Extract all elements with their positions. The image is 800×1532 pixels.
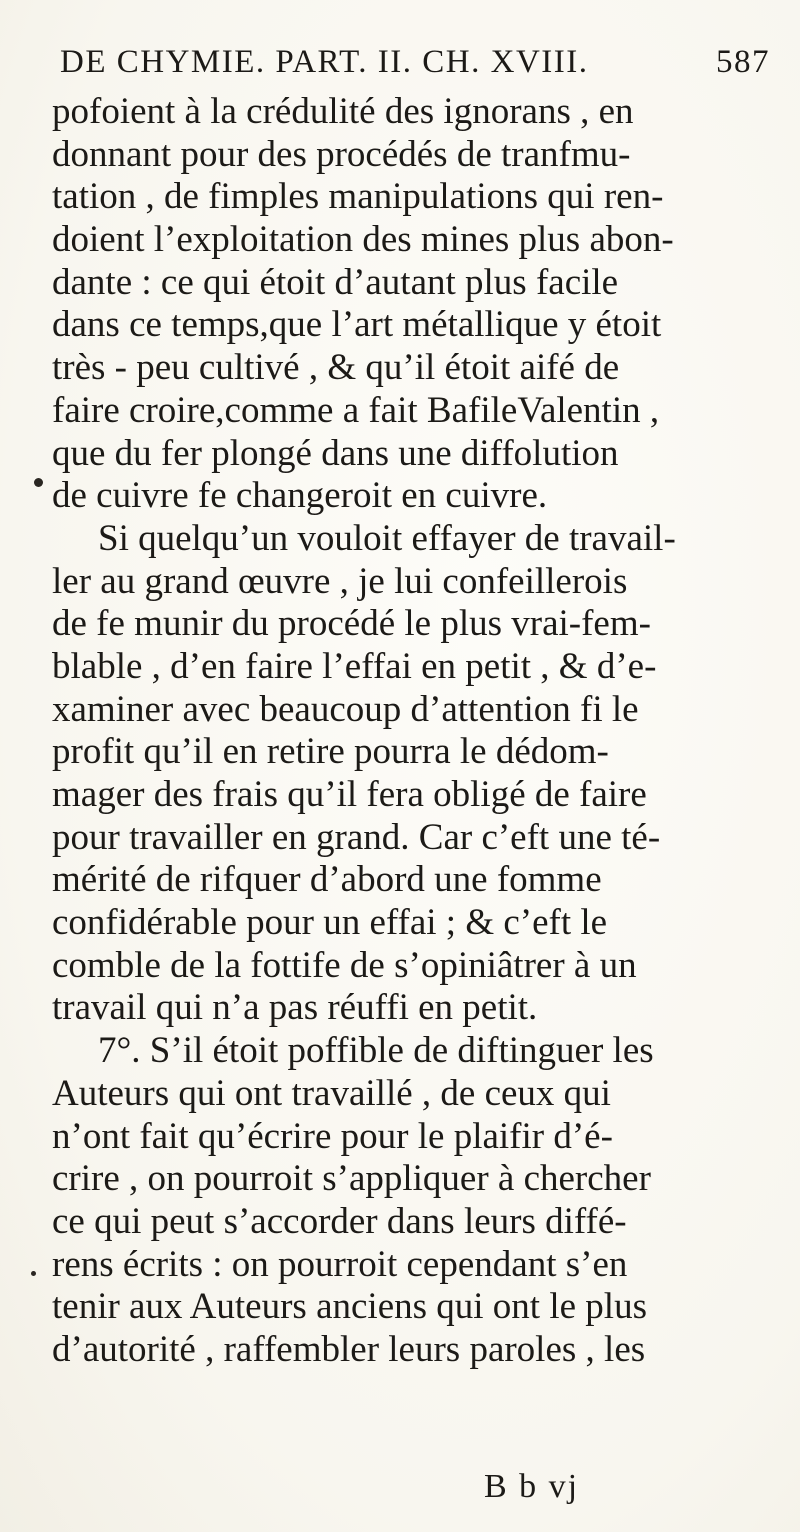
text-line: faire croire,comme a fait BafileValentin ,: [52, 389, 660, 431]
text-line: crire , on pourroit s’appliquer à chercher: [52, 1158, 651, 1200]
text-line: ler au grand œuvre , je lui confeillerois: [52, 560, 628, 602]
text-line: d’autorité , raffembler leurs paroles , les: [52, 1328, 646, 1370]
text-line: xaminer avec beaucoup d’attention fi le: [52, 688, 639, 730]
text-line: pour travailler en grand. Car c’eft une té-: [52, 816, 661, 858]
text-line: très - peu cultivé , & qu’il étoit aifé de: [52, 347, 620, 389]
text-line: que du fer plongé dans une diffolution: [52, 432, 619, 474]
text-line: dans ce temps,que l’art métallique y étoit: [52, 304, 662, 346]
text-line: n’ont fait qu’écrire pour le plaifir d’é-: [52, 1115, 613, 1157]
text-line: mager des frais qu’il fera obligé de faire: [52, 774, 647, 815]
text-line: tation , de fimples manipulations qui ren-: [52, 176, 664, 218]
ink-speck: [34, 478, 43, 487]
text-line: rens écrits : on pourroit cependant s’en: [52, 1243, 628, 1285]
text-line: mérité de rifquer d’abord une fomme: [52, 859, 602, 901]
running-title: DE CHYMIE. PART. II. CH. XVIII.: [60, 44, 589, 80]
paragraph-start-line: Si quelqu’un vouloit effayer de travail-: [98, 517, 676, 559]
body-text: [52, 91, 782, 1372]
text-line: tenir aux Auteurs anciens qui ont le plus: [52, 1286, 647, 1328]
text-line: blable , d’en faire l’effai en petit , & d’e-: [52, 645, 657, 687]
text-line: doient l’exploitation des mines plus abon-: [52, 219, 674, 261]
text-line: donnant pour des procédés de tranfmu-: [52, 133, 631, 175]
text-line: dante : ce qui étoit d’autant plus facile: [52, 261, 619, 303]
text-line: comble de la fottife de s’opiniâtrer à un: [52, 944, 637, 986]
page-number: 587: [716, 44, 770, 80]
text-line: profit qu’il en retire pourra le dédom-: [52, 731, 609, 773]
text-line: de cuivre fe changeroit en cuivre.: [52, 475, 548, 517]
text-line: travail qui n’a pas réuffi en petit.: [52, 987, 538, 1029]
paragraph-start-line: 7°. S’il étoit poffible de diftinguer les: [98, 1030, 654, 1072]
text-line: confidérable pour un effai ; & c’eft le: [52, 902, 608, 944]
running-head: [60, 44, 782, 96]
signature-mark: B b vj: [484, 1468, 580, 1505]
text-line: ce qui peut s’accorder dans leurs diffé-: [52, 1200, 627, 1242]
text-line: de fe munir du procédé le plus vrai-fem-: [52, 603, 651, 645]
text-line: Auteurs qui ont travaillé , de ceux qui: [52, 1072, 611, 1114]
text-line: pofoient à la crédulité des ignorans , en: [52, 91, 634, 132]
ink-speck: [31, 1271, 36, 1276]
